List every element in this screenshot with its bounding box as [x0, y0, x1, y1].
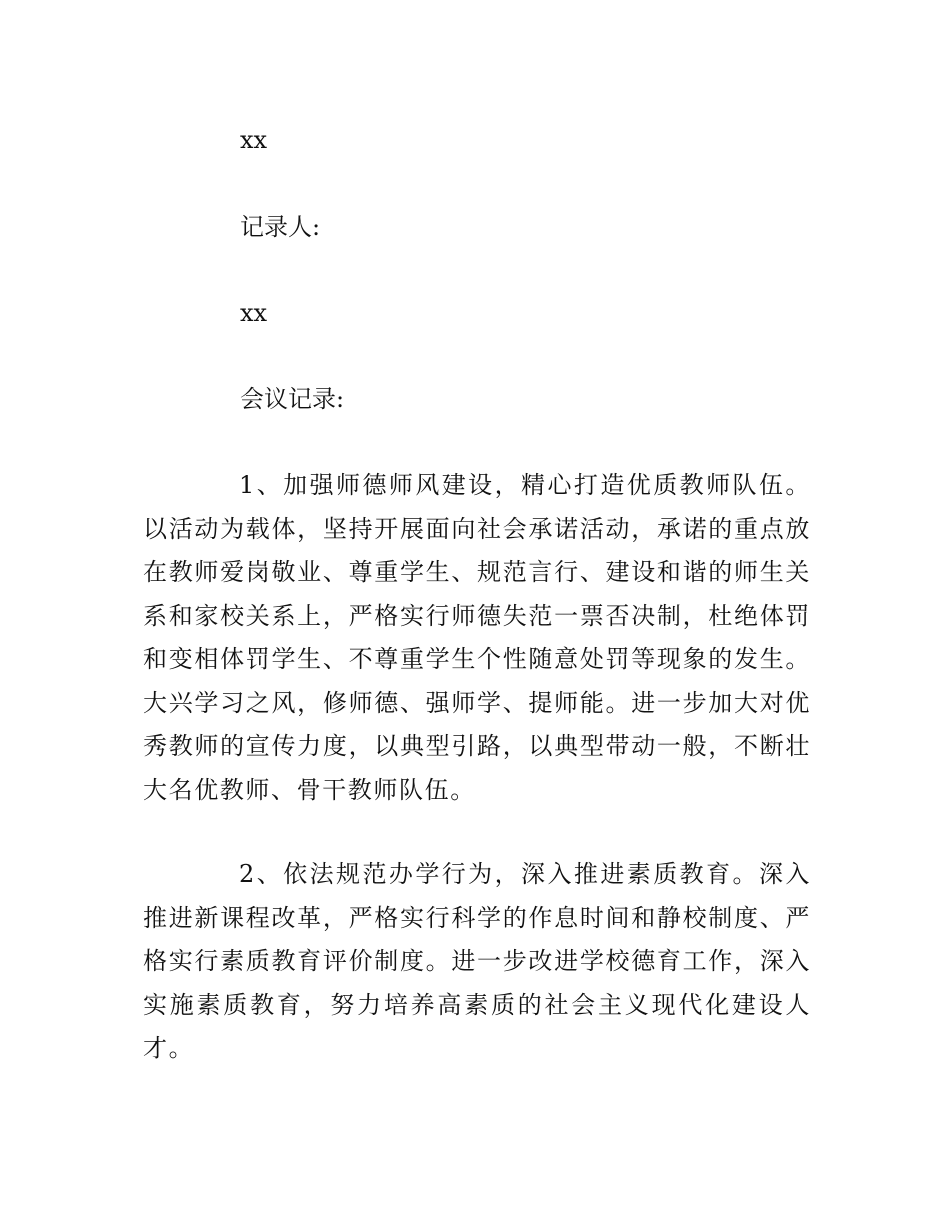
recorder-label: 记录人: — [240, 213, 321, 241]
name-line: xx — [240, 126, 268, 154]
recorder-name: xx — [240, 299, 268, 327]
minutes-label: 会议记录: — [240, 385, 345, 413]
minutes-paragraph-2: 2、依法规范办学行为，深入推进素质教育。深入推进新课程改革，严格实行科学的作息时间和静校制度、严格实行素质教育评价制度。进一步改进学校德育工作，深入实施素质教育，努力培养高素质的社会主义现代化建设人才。 — [143, 860, 811, 1062]
minutes-paragraph-1: 1、加强师德师风建设，精心打造优质教师队伍。以活动为载体，坚持开展面向社会承诺活动，承诺的重点放在教师爱岗敬业、尊重学生、规范言行、建设和谐的师生关系和家校关系上，严格实行师德失范一票否决制，杜绝体罚和变相体罚学生、不尊重学生个性随意处罚等现象的发生。大兴学习之风，修师德、强师学、提师能。进一步加大对优秀教师的宣传力度，以典型引路，以典型带动一般，不断壮大名优教师、骨干教师队伍。 — [143, 471, 811, 804]
